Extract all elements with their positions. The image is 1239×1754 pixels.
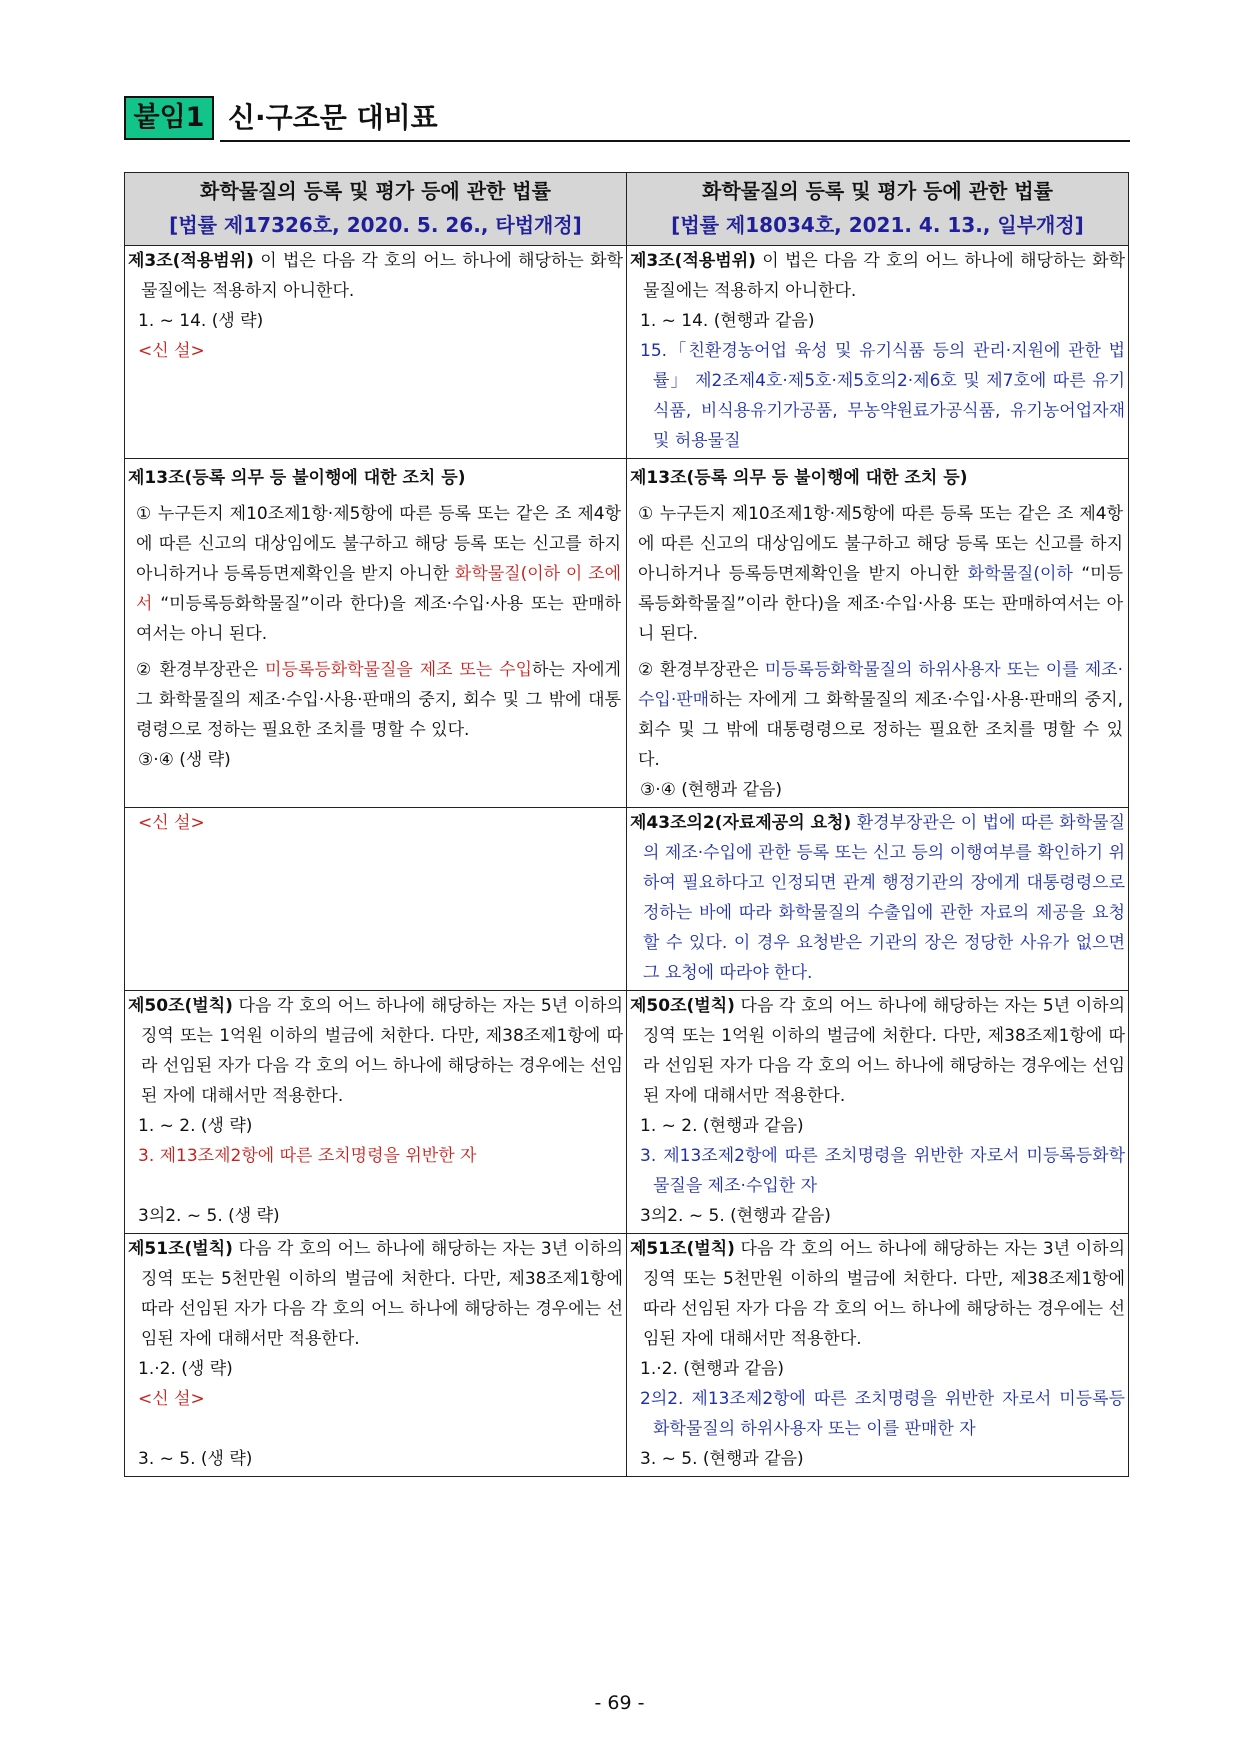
new-provision-marker: <신 설> xyxy=(138,1389,205,1409)
table-row xyxy=(125,246,1129,459)
new-article-43-2: 제43조의2(자료제공의 요청) 환경부장관은 이 법에 따른 화학물질의 제조·수입에 관한 등록 또는 신고 등의 이행여부를 확인하기 위하여 필요하다고 인정되면 관계 행정기관의 장에게 대통령령으로 정하는 바에 따라 화학물질의 수출입에 관한 자료의 제공을 요청할 수 있다. 이 경우 요청받은 기관의 장은 정당한 사유가 없으면 그 요청에 따라야 한다. xyxy=(627,808,1129,991)
new-law-header xyxy=(627,173,1129,246)
old-article-43-2 xyxy=(125,808,627,991)
article-heading: 제50조(벌칙) xyxy=(128,996,233,1016)
item-range: 1.·2. (생 략) xyxy=(138,1359,233,1379)
item-range: 1. ~ 2. (현행과 같음) xyxy=(640,1116,804,1136)
item-range: 1.·2. (현행과 같음) xyxy=(640,1359,785,1379)
old-article-3: 제3조(적용범위) 이 법은 다음 각 호의 어느 하나에 해당하는 화학물질에는 적용하지 아니한다. 1. ~ 14. (생 략) <신 설> xyxy=(125,246,627,459)
added-item-2-2: 2의2. 제13조제2항에 따른 조치명령을 위반한 자로서 미등록등화학물질의 하위사용자 또는 이를 판매한 자 xyxy=(640,1389,1125,1439)
page-number: - 69 - xyxy=(594,1692,645,1714)
paragraph-1: ① 누구든지 제10조제1항·제5항에 따른 등록 또는 같은 조 제4항에 따른 신고의 대상임에도 불구하고 해당 등록 또는 신고를 하지 아니하거나 등록등면제확인을 받지 아니한 화학물질(이하 이 조에서 “미등록등화학물질”이라 한다)을 제조·수입·사용 또는 판매하여서는 아니 된다. xyxy=(136,504,621,644)
table-header-row xyxy=(125,173,1129,246)
article-heading: 제50조(벌칙) xyxy=(630,996,735,1016)
article-heading: 제13조(등록 의무 등 불이행에 대한 조치 등) xyxy=(128,468,466,488)
item-range: 3. ~ 5. (현행과 같음) xyxy=(640,1449,804,1469)
item-range: ③·④ (생 략) xyxy=(138,750,231,770)
new-article-51: 제51조(벌칙) 다음 각 호의 어느 하나에 해당하는 자는 3년 이하의 징역 또는 5천만원 이하의 벌금에 처한다. 다만, 제38조제1항에 따라 선임된 자가 다음 각 호의 어느 하나에 해당하는 경우에는 선임된 자에 대해서만 적용한다. 1.·2. (현행과 같음) 2의2. 제13조제2항에 따른 조치명령을 위반한 자로서 미등록등화학물질의 하위사용자 또는 이를 판매한 자 3. ~ 5. (현행과 같음) xyxy=(627,1234,1129,1477)
paragraph-2: ② 환경부장관은 미등록등화학물질을 제조 또는 수입하는 자에게 그 화학물질의 제조·수입·사용·판매의 중지, 회수 및 그 밖에 대통령령으로 정하는 필요한 조치를 명할 수 있다. xyxy=(136,660,621,740)
old-article-51: 제51조(벌칙) 다음 각 호의 어느 하나에 해당하는 자는 3년 이하의 징역 또는 5천만원 이하의 벌금에 처한다. 다만, 제38조제1항에 따라 선임된 자가 다음 각 호의 어느 하나에 해당하는 경우에는 선임된 자에 대해서만 적용한다. 1.·2. (생 략) <신 설> 3. ~ 5. (생 략) xyxy=(125,1234,627,1477)
item-range: 3. ~ 5. (생 략) xyxy=(138,1449,253,1469)
comparison-table xyxy=(124,172,1129,1477)
article-heading: 제43조의2(자료제공의 요청) xyxy=(630,813,852,833)
document-header xyxy=(124,96,1130,142)
article-heading: 제3조(적용범위) xyxy=(128,251,254,271)
old-article-13 xyxy=(125,459,627,808)
item-range: 1. ~ 14. (현행과 같음) xyxy=(640,311,815,331)
article-heading: 제51조(벌칙) xyxy=(630,1239,735,1259)
new-article-13 xyxy=(627,459,1129,808)
table-row xyxy=(125,991,1129,1234)
item-range: ③·④ (현행과 같음) xyxy=(640,780,783,800)
item-3: 3. 제13조제2항에 따른 조치명령을 위반한 자 xyxy=(138,1146,477,1166)
paragraph-2: ② 환경부장관은 미등록등화학물질의 하위사용자 또는 이를 제조·수입·판매하는 자에게 그 화학물질의 제조·수입·사용·판매의 중지, 회수 및 그 밖에 대통령령으로 정하는 필요한 조치를 명할 수 있다. xyxy=(638,660,1123,770)
new-law-title: 화학물질의 등록 및 평가 등에 관한 법률 xyxy=(702,179,1053,203)
table-row xyxy=(125,808,1129,991)
attachment-badge: 붙임1 xyxy=(124,96,214,140)
table-row xyxy=(125,459,1129,808)
article-heading: 제13조(등록 의무 등 불이행에 대한 조치 등) xyxy=(630,468,968,488)
paragraph-1: ① 누구든지 제10조제1항·제5항에 따른 등록 또는 같은 조 제4항에 따른 신고의 대상임에도 불구하고 해당 등록 또는 신고를 하지 아니하거나 등록등면제확인을 받지 아니한 화학물질(이하 “미등록등화학물질”이라 한다)을 제조·수입·사용 또는 판매하여서는 아니 된다. xyxy=(638,504,1123,644)
new-provision-marker: <신 설> xyxy=(138,813,205,833)
item-3: 3. 제13조제2항에 따른 조치명령을 위반한 자로서 미등록등화학물질을 제조·수입한 자 xyxy=(640,1146,1125,1196)
old-article-50: 제50조(벌칙) 다음 각 호의 어느 하나에 해당하는 자는 5년 이하의 징역 또는 1억원 이하의 벌금에 처한다. 다만, 제38조제1항에 따라 선임된 자가 다음 각 호의 어느 하나에 해당하는 경우에는 선임된 자에 대해서만 적용한다. 1. ~ 2. (생 략) 3. 제13조제2항에 따른 조치명령을 위반한 자 3의2. ~ 5. (생 략) xyxy=(125,991,627,1234)
article-heading: 제3조(적용범위) xyxy=(630,251,756,271)
item-range: 1. ~ 14. (생 략) xyxy=(138,311,264,331)
added-item-15: 15.「친환경농어업 육성 및 유기식품 등의 관리·지원에 관한 법률」 제2조제4호·제5호·제5호의2·제6호 및 제7호에 따른 유기식품, 비식용유기가공품, 무농약원료가공식품, 유기농어업자재 및 허용물질 xyxy=(640,341,1125,451)
table-row xyxy=(125,1234,1129,1477)
new-article-50: 제50조(벌칙) 다음 각 호의 어느 하나에 해당하는 자는 5년 이하의 징역 또는 1억원 이하의 벌금에 처한다. 다만, 제38조제1항에 따라 선임된 자가 다음 각 호의 어느 하나에 해당하는 경우에는 선임된 자에 대해서만 적용한다. 1. ~ 2. (현행과 같음) 3. 제13조제2항에 따른 조치명령을 위반한 자로서 미등록등화학물질을 제조·수입한 자 3의2. ~ 5. (현행과 같음) xyxy=(627,991,1129,1234)
old-law-title: 화학물질의 등록 및 평가 등에 관한 법률 xyxy=(200,179,551,203)
new-article-3: 제3조(적용범위) 이 법은 다음 각 호의 어느 하나에 해당하는 화학물질에는 적용하지 아니한다. 1. ~ 14. (현행과 같음) 15.「친환경농어업 육성 및 유기식품 등의 관리·지원에 관한 법률」 제2조제4호·제5호·제5호의2·제6호 및 제7호에 따른 유기식품, 비식용유기가공품, 무농약원료가공식품, 유기농어업자재 및 허용물질 xyxy=(627,246,1129,459)
item-range: 3의2. ~ 5. (생 략) xyxy=(138,1206,280,1226)
title-underline xyxy=(220,140,1130,142)
item-range: 1. ~ 2. (생 략) xyxy=(138,1116,253,1136)
old-law-header xyxy=(125,173,627,246)
item-range: 3의2. ~ 5. (현행과 같음) xyxy=(640,1206,831,1226)
document-title: 신·구조문 대비표 xyxy=(228,101,438,134)
new-provision-marker: <신 설> xyxy=(138,341,205,361)
new-law-subtitle: [법률 제18034호, 2021. 4. 13., 일부개정] xyxy=(671,213,1084,237)
old-law-subtitle: [법률 제17326호, 2020. 5. 26., 타법개정] xyxy=(169,213,582,237)
article-heading: 제51조(벌칙) xyxy=(128,1239,233,1259)
